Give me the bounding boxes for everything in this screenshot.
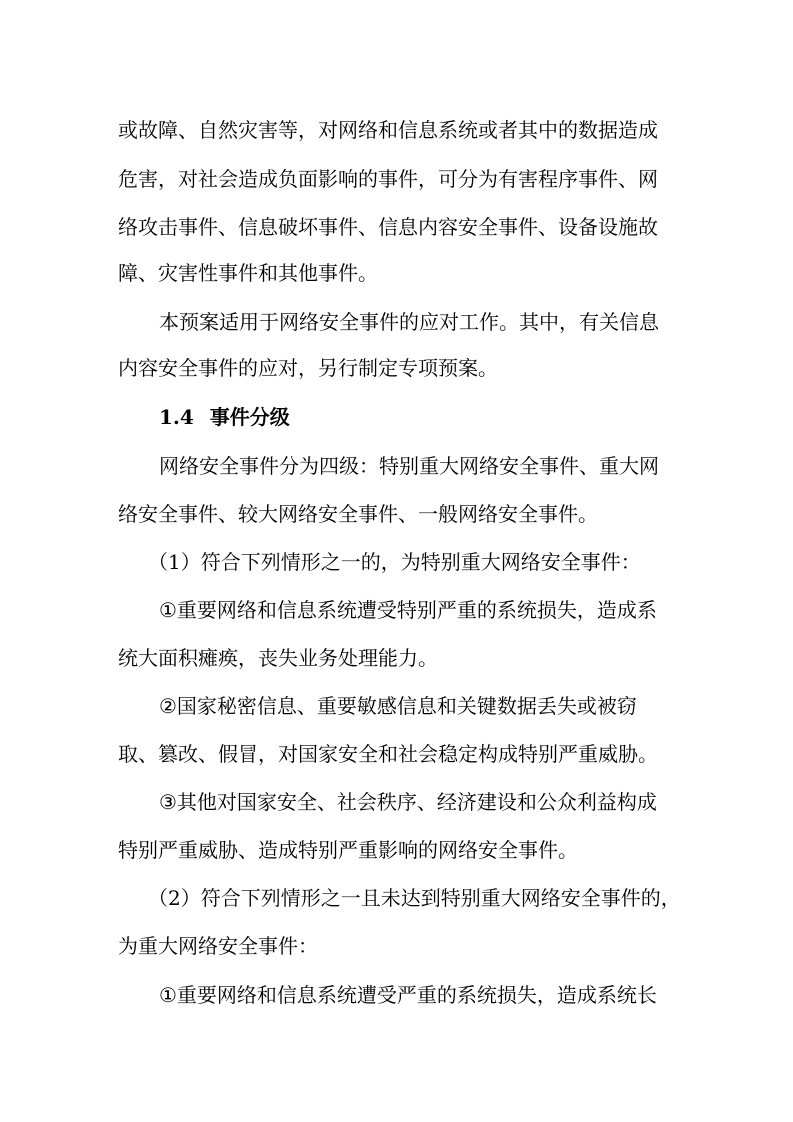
body-line: 内容安全事件的应对，另行制定专项预案。 (118, 356, 498, 380)
body-line: 或故障、自然灾害等，对网络和信息系统或者其中的数据造成 (118, 118, 658, 142)
list-item-text: 符合下列情形之一且未达到特别重大网络安全事件的， (200, 886, 681, 910)
body-line: 为重大网络安全事件： (118, 934, 318, 958)
section-number: 1.4 (159, 405, 194, 429)
list-item-2 (0, 883, 793, 913)
section-heading (0, 402, 793, 432)
body-line: 特别严重威胁、造成特别严重影响的网络安全事件。 (118, 838, 578, 862)
body-line: ①重要网络和信息系统遭受严重的系统损失，造成系统长 (159, 983, 657, 1007)
body-line: 取、篡改、假冒，对国家安全和社会稳定构成特别严重威胁。 (118, 742, 658, 766)
body-line: 统大面积瘫痪，丧失业务处理能力。 (118, 646, 438, 670)
body-line: ③其他对国家安全、社会秩序、经济建设和公众利益构成 (159, 790, 657, 814)
list-marker: （1） (148, 550, 201, 574)
body-line: 络攻击事件、信息破坏事件、信息内容安全事件、设备设施故 (118, 215, 658, 239)
body-line: 本预案适用于网络安全事件的应对工作。其中，有关信息 (159, 310, 659, 334)
body-line: 网络安全事件分为四级：特别重大网络安全事件、重大网 (159, 454, 659, 478)
list-item-text: 符合下列情形之一的，为特别重大网络安全事件： (200, 550, 641, 574)
list-item-1 (0, 547, 793, 577)
body-line: ①重要网络和信息系统遭受特别严重的系统损失，造成系 (159, 598, 657, 622)
body-line: 障、灾害性事件和其他事件。 (118, 261, 378, 285)
body-line: ②国家秘密信息、重要敏感信息和关键数据丢失或被窃 (159, 694, 637, 718)
body-line: 络安全事件、较大网络安全事件、一般网络安全事件。 (118, 502, 598, 526)
section-title: 事件分级 (209, 405, 290, 429)
body-line: 危害，对社会造成负面影响的事件，可分为有害程序事件、网 (118, 167, 658, 191)
list-marker: （2） (148, 886, 201, 910)
